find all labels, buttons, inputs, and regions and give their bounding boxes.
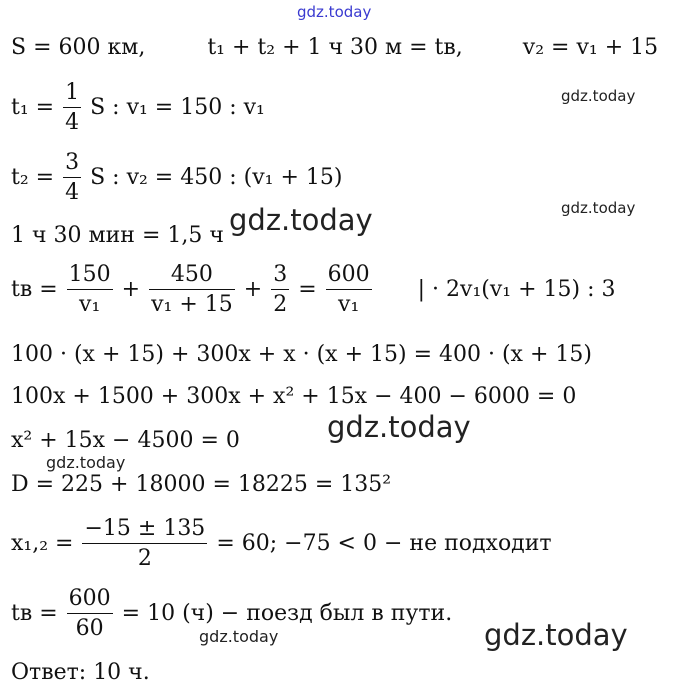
fraction-denominator: v₁ + 15: [151, 292, 233, 318]
t1-line: [11, 80, 265, 136]
fraction-600-v1: [326, 262, 372, 318]
watermark-7: gdz.today: [199, 627, 279, 646]
fraction-numerator: 3: [271, 262, 289, 290]
expanded-equation-line: 100 · (x + 15) + 300x + x · (x + 15) = 400 · (x + 15): [11, 342, 592, 367]
watermark-5: gdz.today: [327, 410, 471, 444]
fraction-denominator: 4: [65, 110, 80, 136]
fraction-numerator: 3: [63, 150, 81, 178]
fraction-numerator: 150: [67, 262, 113, 290]
fraction-150-v1: [67, 262, 113, 318]
fraction-one-quarter: [63, 80, 81, 136]
plus-sign: +: [243, 276, 263, 302]
t2-line: [11, 150, 342, 206]
watermark-2: gdz.today: [561, 87, 636, 105]
roots-fraction: [82, 516, 207, 572]
fraction-450-v1-15: [149, 262, 235, 318]
fraction-denominator: 2: [273, 292, 288, 318]
fraction-numerator: 450: [149, 262, 235, 290]
fraction-denominator: 4: [65, 180, 80, 206]
t2-rhs: S : v₂ = 450 : (v₁ + 15): [90, 164, 343, 190]
fraction-numerator: 1: [63, 80, 81, 108]
t2-lhs: t₂ =: [11, 164, 55, 190]
equals-sign: =: [298, 276, 317, 302]
fraction-denominator: 2: [137, 546, 152, 572]
t1-lhs: t₁ =: [11, 94, 55, 120]
watermark-4: gdz.today: [229, 203, 373, 237]
t1-rhs: S : v₁ = 150 : v₁: [90, 94, 265, 120]
fraction-denominator: v₁: [338, 292, 360, 318]
given-speed-relation: v₂ = v₁ + 15: [522, 35, 659, 60]
watermark-3: gdz.today: [561, 199, 636, 217]
fraction-numerator: 600: [326, 262, 372, 290]
multiplier-note: | · 2v₁(v₁ + 15) : 3: [417, 276, 616, 302]
tv-lhs: tв =: [11, 276, 58, 302]
watermark-8: gdz.today: [484, 618, 628, 652]
quadratic-equation-line: x² + 15x − 4500 = 0: [11, 428, 240, 453]
watermark-top: gdz.today: [297, 3, 372, 21]
fraction-600-60: [67, 586, 113, 642]
answer-line: Ответ: 10 ч.: [11, 660, 150, 685]
fraction-3-2: [271, 262, 289, 318]
roots-rhs: = 60; −75 < 0 − не подходит: [216, 530, 552, 556]
fraction-numerator: −15 ± 135: [82, 516, 207, 544]
tv-lhs: tв =: [11, 600, 58, 626]
watermark-6: gdz.today: [46, 453, 126, 472]
given-line: [11, 37, 658, 59]
fraction-three-quarters: [63, 150, 81, 206]
fraction-numerator: 600: [67, 586, 113, 614]
given-distance: S = 600 км,: [11, 35, 146, 60]
roots-lhs: x₁,₂ =: [11, 530, 74, 556]
roots-line: [11, 516, 552, 572]
plus-sign: +: [121, 276, 141, 302]
discriminant-line: D = 225 + 18000 = 18225 = 135²: [11, 472, 392, 497]
time-conversion-line: 1 ч 30 мин = 1,5 ч: [11, 223, 224, 248]
simplified-equation-line: 100x + 1500 + 300x + x² + 15x − 400 − 6000 = 0: [11, 384, 577, 409]
fraction-denominator: v₁: [79, 292, 101, 318]
equation-line: [11, 262, 616, 318]
travel-time-rhs: = 10 (ч) − поезд был в пути.: [121, 600, 453, 626]
given-time-sum: t₁ + t₂ + 1 ч 30 м = tв,: [207, 35, 463, 60]
fraction-denominator: 60: [75, 616, 104, 642]
